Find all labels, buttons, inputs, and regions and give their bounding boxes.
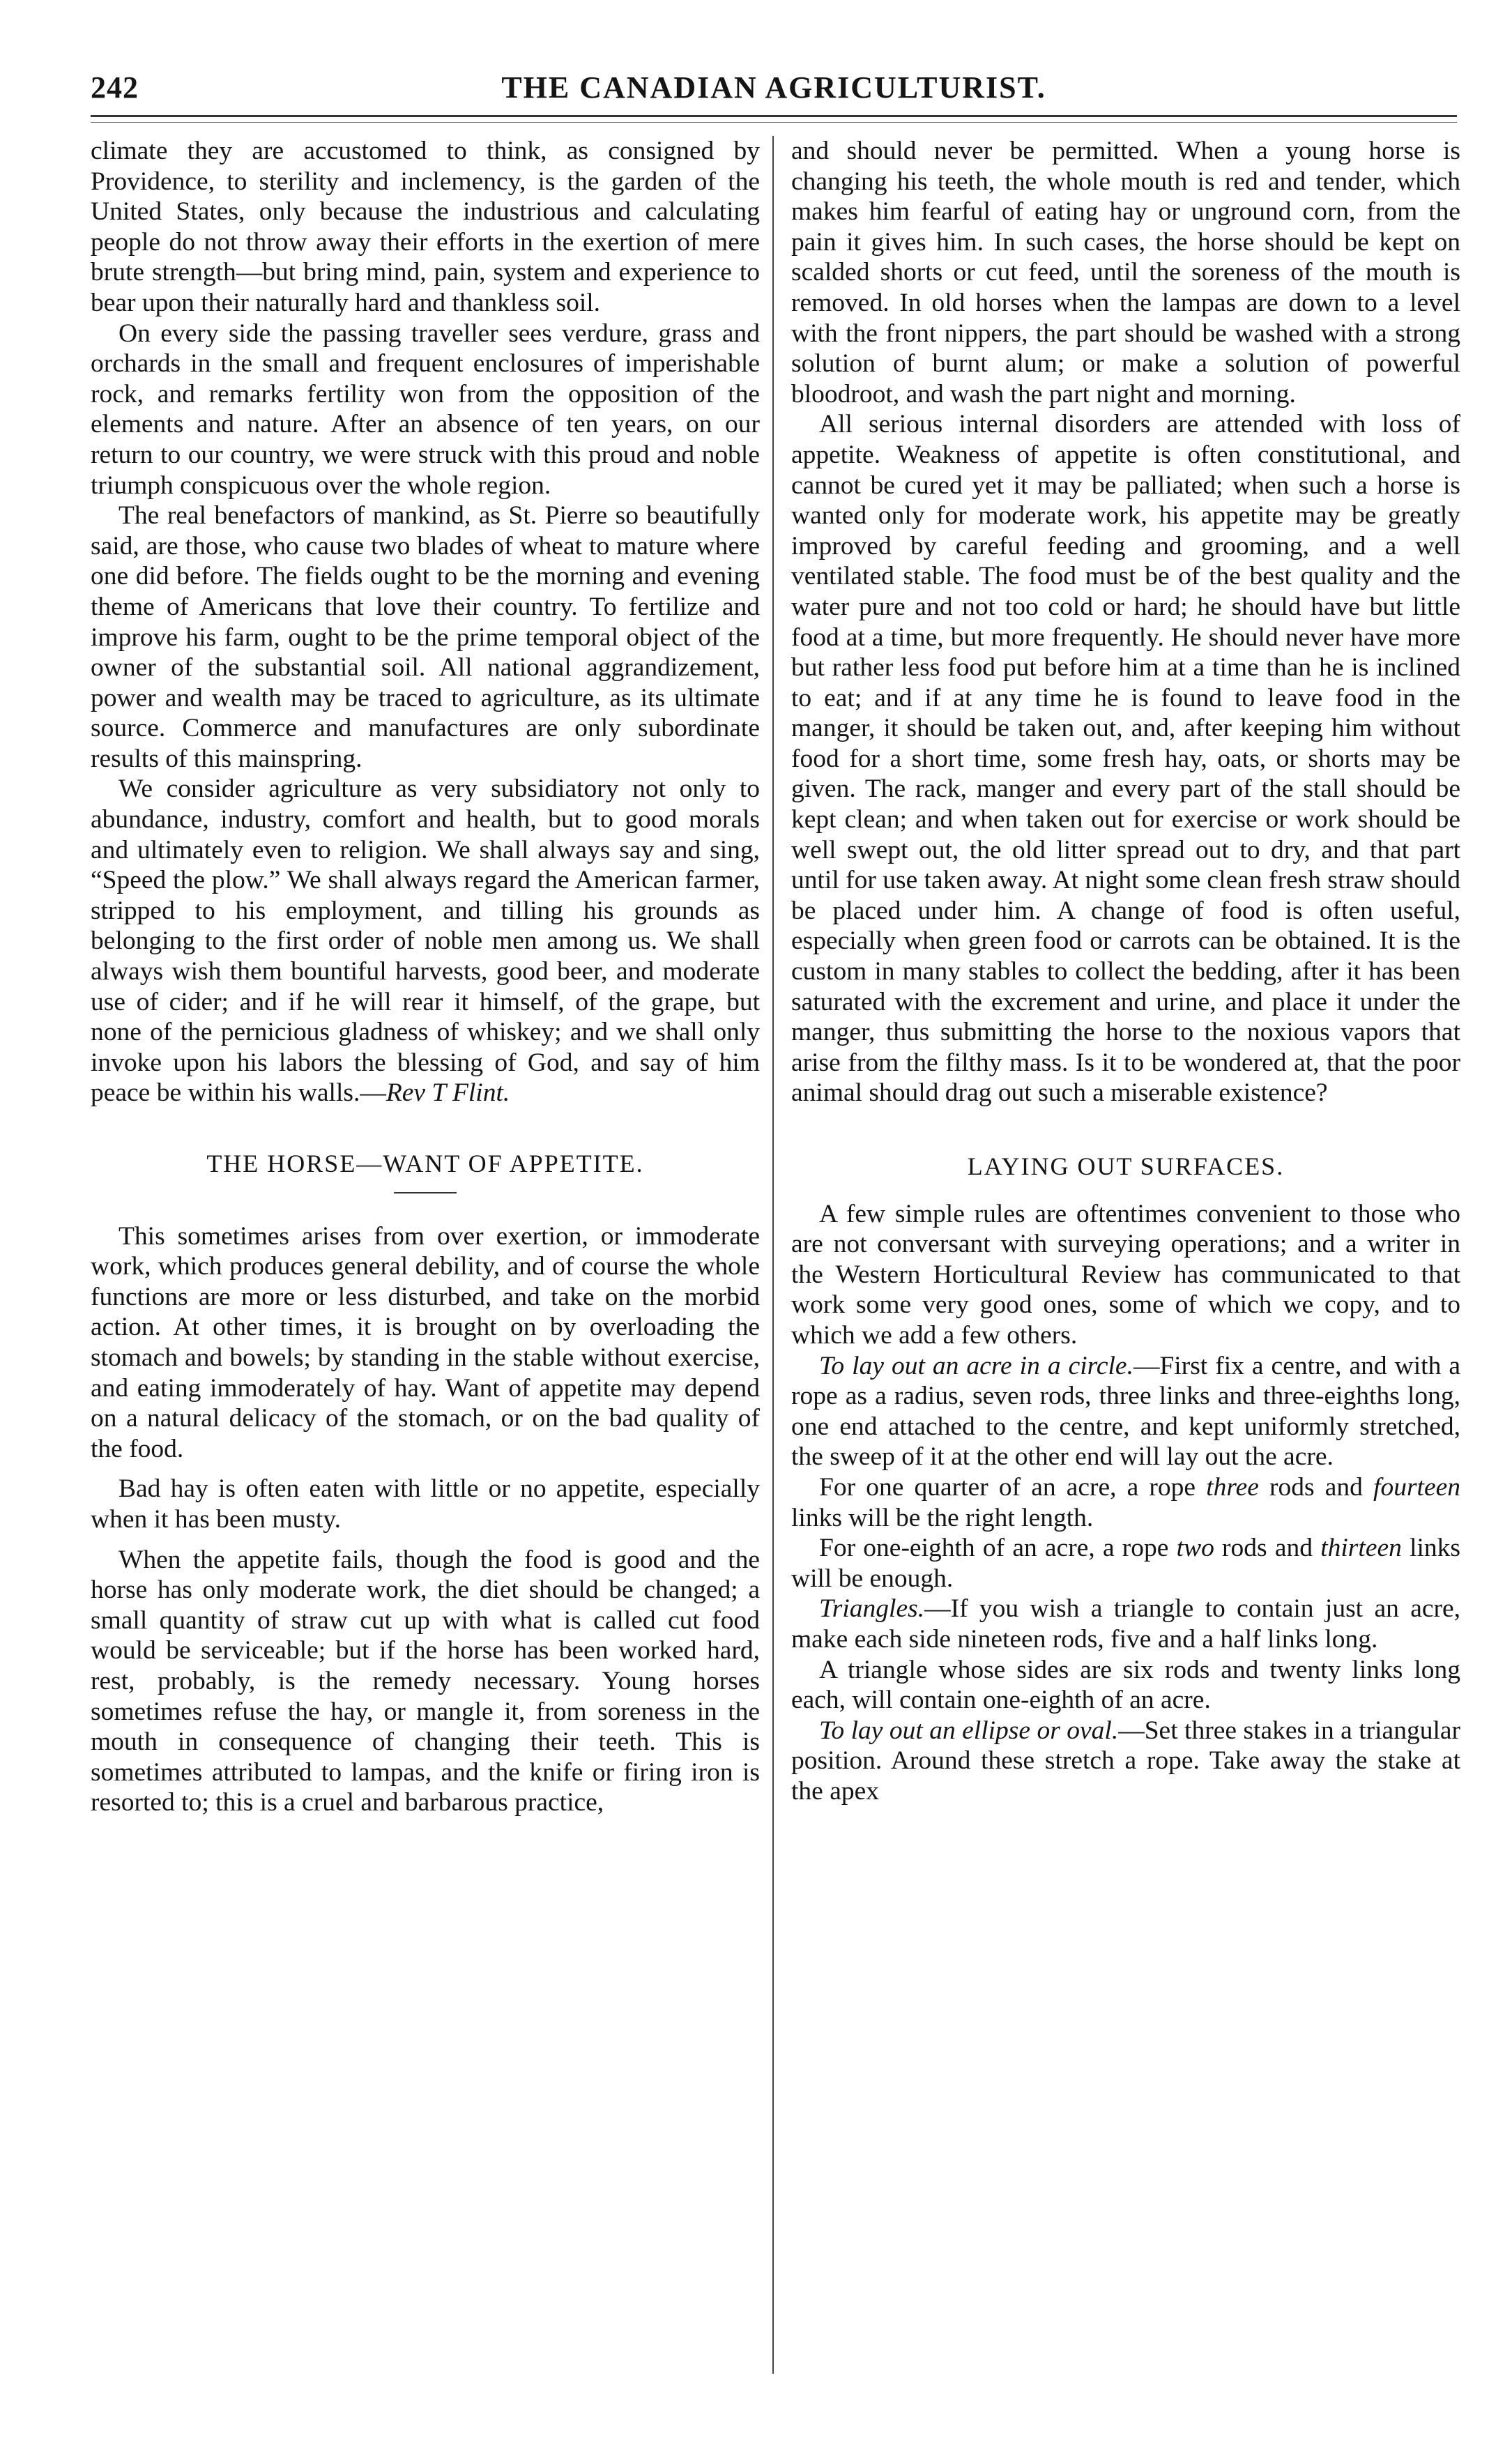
rule-heading: To lay out an ellipse or oval. [819, 1716, 1119, 1745]
paragraph [791, 1533, 1460, 1594]
paragraph [91, 774, 760, 1108]
paragraph-text: We consider agriculture as very subsidiatory not only to abundance, industry, comfort and health, but to good morals and ultimately even to religion. We shall always say and sing, “Speed the plow.” We shall always regard the American farmer, stripped to his employment, and tilling his grounds as belonging to the first order of noble men among us. We shall always wish them bountiful harvests, good beer, and moderate use of cider; and if he will rear it himself, of the grape, but none of the pernicious gladness of whiskey; and we shall only invoke upon his labors the blessing of God, and say of him peace be within his walls.— [91, 775, 760, 1108]
paragraph [791, 1472, 1460, 1533]
header-rule [91, 115, 1457, 117]
title-dash [394, 1192, 457, 1193]
paragraph-text: links will be the right length. [791, 1503, 1094, 1532]
section-title-horse: THE HORSE—WANT OF APPETITE. [206, 1150, 644, 1177]
paragraph: On every side the passing traveller sees verdure, grass and orchards in the small and frequent enclosures of imperishable rock, and remarks fertility won from the opposition of the elements and nature. After an absence of ten years, on our return to our country, we were struck with this proud and noble triumph conspicuous over the whole region. [91, 319, 760, 500]
paragraph: A triangle whose sides are six rods and twenty links long each, will contain one-eighth of an acre. [791, 1655, 1460, 1715]
paragraph-text: rods and [1258, 1472, 1374, 1502]
paragraph: This sometimes arises from over exertion, or immoderate work, which produces general debility, and of course the whole functions are more or less disturbed, and take on the morbid action. At other times, it is brought on by overloading the stomach and bowels; by standing in the stable without exercise, and eating immoderately of hay. Want of appetite may depend on a natural delicacy of the stomach, or on the bad quality of the food. [91, 1221, 760, 1463]
paragraph: The real benefactors of mankind, as St. Pierre so beautifully said, are those, who cause two blades of wheat to mature where one did before. The fields ought to be the morning and evening theme of Americans that love their country. To fertilize and improve his farm, ought to be the prime temporal object of the owner of the substantial soil. All national aggrandizement, power and wealth may be traced to agriculture, as its ultimate source. Commerce and manufactures are only subordinate results of this mainspring. [91, 501, 760, 773]
column-divider [772, 136, 774, 2374]
emphasis: two [1176, 1534, 1214, 1563]
paragraph: A few simple rules are oftentimes convenient to those who are not conversant with surveying operations; and a writer in the Western Horticultural Review has communicated to that work some very good ones, some of which we copy, and to which we add a few others. [791, 1199, 1460, 1350]
paragraph [791, 1351, 1460, 1472]
paragraph: climate they are accustomed to think, as consigned by Providence, to sterility and inclemency, is the garden of the United States, only because the industrious and calculating people do not throw away their efforts in the exertion of mere brute strength—but bring mind, pain, system and experience to bear upon their naturally hard and thankless soil. [91, 137, 760, 317]
rule-heading: Triangles. [819, 1594, 925, 1624]
running-title: THE CANADIAN AGRICULTURIST. [501, 70, 1046, 105]
paragraph: All serious internal disorders are attended with loss of appetite. Weakness of appetite is often constitutional, and cannot be cured yet it may be palliated; when such a horse is wanted only for moderate work, his appetite may be greatly improved by careful feeding and grooming, and a well ventilated stable. The food must be of the best quality and the water pure and not too cold or hard; he should have but little food at a time, but more frequently. He should never have more but rather less food put before him at a time than he is inclined to eat; and if at any time he is found to leave food in the manger, it should be taken out, and, after keeping him without food for a short time, some fresh hay, oats, or shorts may be given. The rack, manger and every part of the stall should be kept clean; and when taken out for exercise or work should be well swept out, the old litter spread out to dry, and that part until for use taken away. At night some clean fresh straw should be placed under him. A change of food is often useful, especially when green food or carrots can be obtained. It is the custom in many stables to collect the bedding, after it has been saturated with the excrement and urine, and place it under the manger, thus submitting the horse to the noxious vapors that arise from the filthy mass. Is it to be wondered at, that the poor animal should drag out such a miserable existence? [791, 410, 1460, 1108]
page-number: 242 [91, 70, 139, 105]
author-signature: Rev T Flint. [385, 1078, 510, 1108]
header-rule-thin [91, 122, 1457, 123]
emphasis: thirteen [1320, 1534, 1402, 1563]
paragraph [791, 1594, 1460, 1654]
paragraph-text: —If you wish a triangle to contain just an acre, make each side nineteen rods, five and a half links long. [791, 1594, 1460, 1654]
paragraph: Bad hay is often eaten with little or no appetite, especially when it has been musty. [91, 1474, 760, 1534]
paragraph-text: links will be enough. [791, 1534, 1461, 1593]
paragraph-text: rods and [1214, 1534, 1321, 1563]
page-header [91, 70, 1457, 119]
paragraph: and should never be permitted. When a young horse is changing his teeth, the whole mouth is red and tender, which makes him fearful of eating hay or unground corn, from the pain it gives him. In such cases, the horse should be kept on scalded shorts or cut feed, until the soreness of the mouth is removed. In old horses when the lampas are down to a level with the front nippers, the part should be washed with a strong solution of burnt alum; or make a solution of powerful bloodroot, and wash the part night and morning. [791, 137, 1460, 409]
right-column [791, 136, 1460, 1806]
left-column [91, 136, 760, 1818]
emphasis: three [1206, 1472, 1259, 1502]
paragraph-text: —Set three stakes in a triangular position. Around these stretch a rope. Take away the stake at the apex [791, 1716, 1460, 1806]
paragraph: When the appetite fails, though the food is good and the horse has only moderate work, the diet should be changed; a small quantity of straw cut up with what is called cut food would be serviceable; but if the horse has been worked hard, rest, probably, is the remedy necessary. Young horses sometimes refuse the hay, or mangle it, from soreness in the mouth in consequence of changing their teeth. This is sometimes attributed to lampas, and the knife or firing iron is resorted to; this is a cruel and barbarous practice, [91, 1545, 760, 1817]
emphasis: fourteen [1373, 1472, 1461, 1502]
paragraph [791, 1716, 1460, 1807]
paragraph-text: For one quarter of an acre, a rope [819, 1472, 1207, 1502]
paragraph-text: For one-eighth of an acre, a rope [819, 1534, 1177, 1563]
section-title-surfaces: LAYING OUT SURFACES. [967, 1152, 1285, 1180]
rule-heading: To lay out an acre in a circle. [819, 1351, 1133, 1380]
paragraph-text: —First fix a centre, and with a rope as a radius, seven rods, three links and three-eighths long, one end attached to the centre, and kept uniformly stretched, the sweep of it at the other end will lay out the acre. [791, 1351, 1460, 1472]
